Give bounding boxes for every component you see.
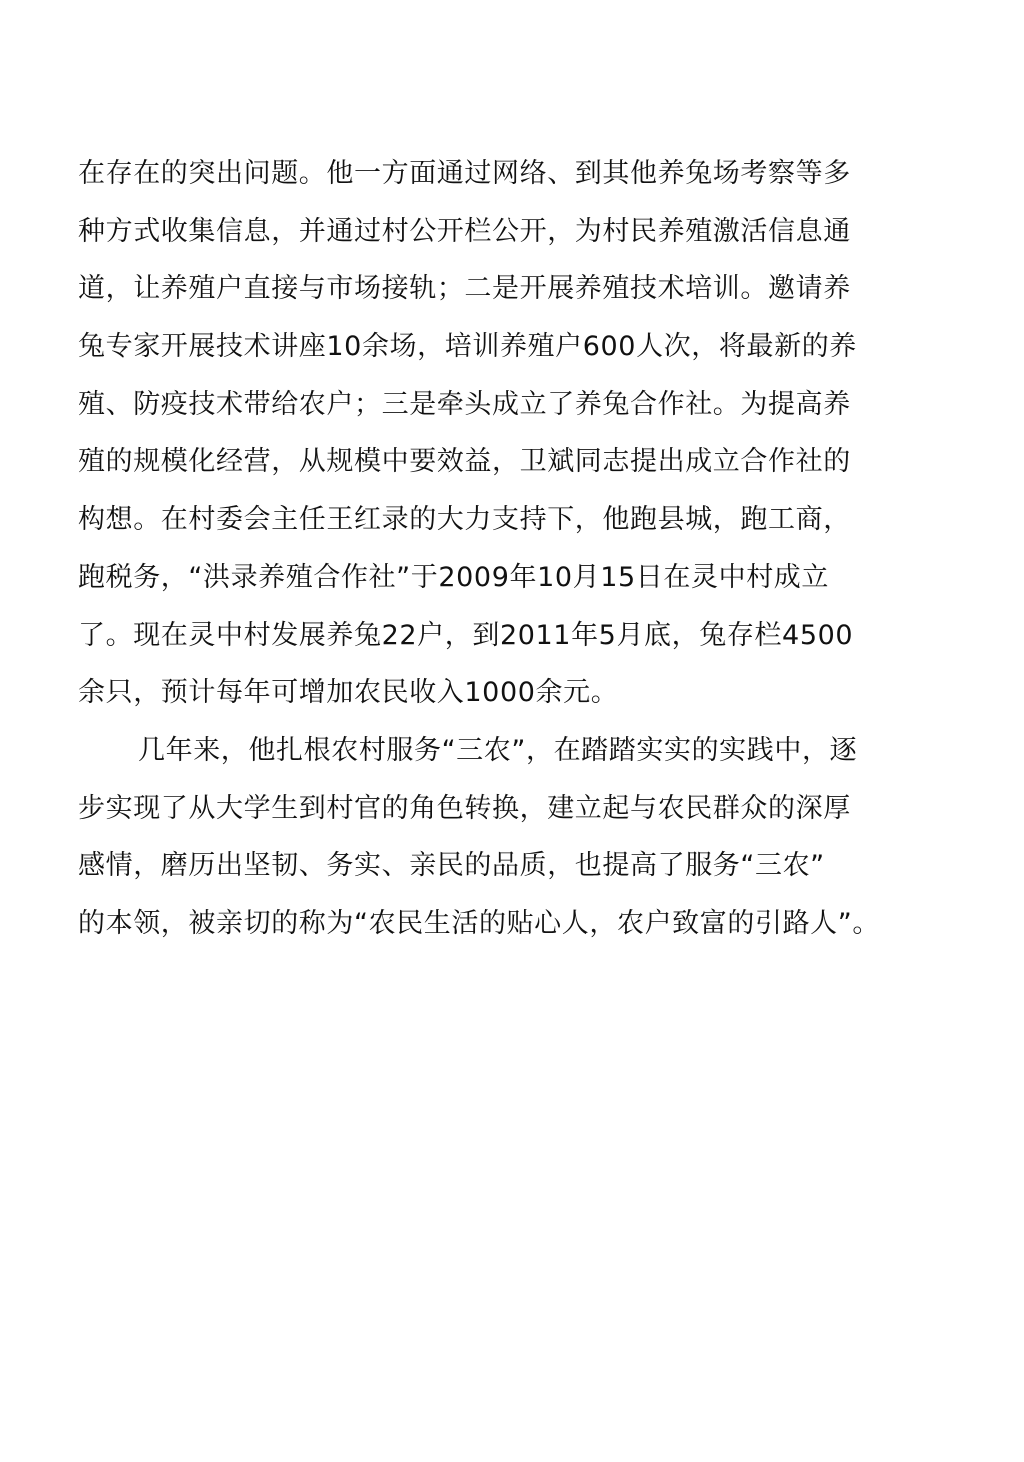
text-line: 跑税务，“洪录养殖合作社”于2009年10月15日在灵中村成立 xyxy=(78,561,830,593)
text-line: 种方式收集信息，并通过村公开栏公开，为村民养殖激活信息通 xyxy=(78,215,851,247)
text-line: 兔专家开展技术讲座10余场，培训养殖户600人次，将最新的养 xyxy=(78,331,857,363)
text-line: 殖、防疫技术带给农户；三是牵头成立了养兔合作社。为提高养 xyxy=(78,388,851,420)
text-line: 余只，预计每年可增加农民收入1000余元。 xyxy=(78,677,619,709)
text-line: 的本领，被亲切的称为“农民生活的贴心人，农户致富的引路人”。 xyxy=(78,907,880,939)
text-line: 构想。在村委会主任王红录的大力支持下，他跑县城，跑工商， xyxy=(78,504,851,536)
text-line: 道，让养殖户直接与市场接轨；二是开展养殖技术培训。邀请养 xyxy=(78,273,851,305)
body-text xyxy=(78,150,958,958)
paragraph-first-line: 几年来，他扎根农村服务“三农”，在踏踏实实的实践中，逐 xyxy=(138,734,858,766)
text-line: 步实现了从大学生到村官的角色转换，建立起与农民群众的深厚 xyxy=(78,792,851,824)
text-line: 在存在的突出问题。他一方面通过网络、到其他养兔场考察等多 xyxy=(78,158,851,189)
text-line: 感情，磨历出坚韧、务实、亲民的品质，也提高了服务“三农” xyxy=(78,850,825,882)
text-line: 殖的规模化经营，从规模中要效益，卫斌同志提出成立合作社的 xyxy=(78,446,851,478)
text-line: 了。现在灵中村发展养兔22户，到2011年5月底，兔存栏4500 xyxy=(78,619,854,651)
